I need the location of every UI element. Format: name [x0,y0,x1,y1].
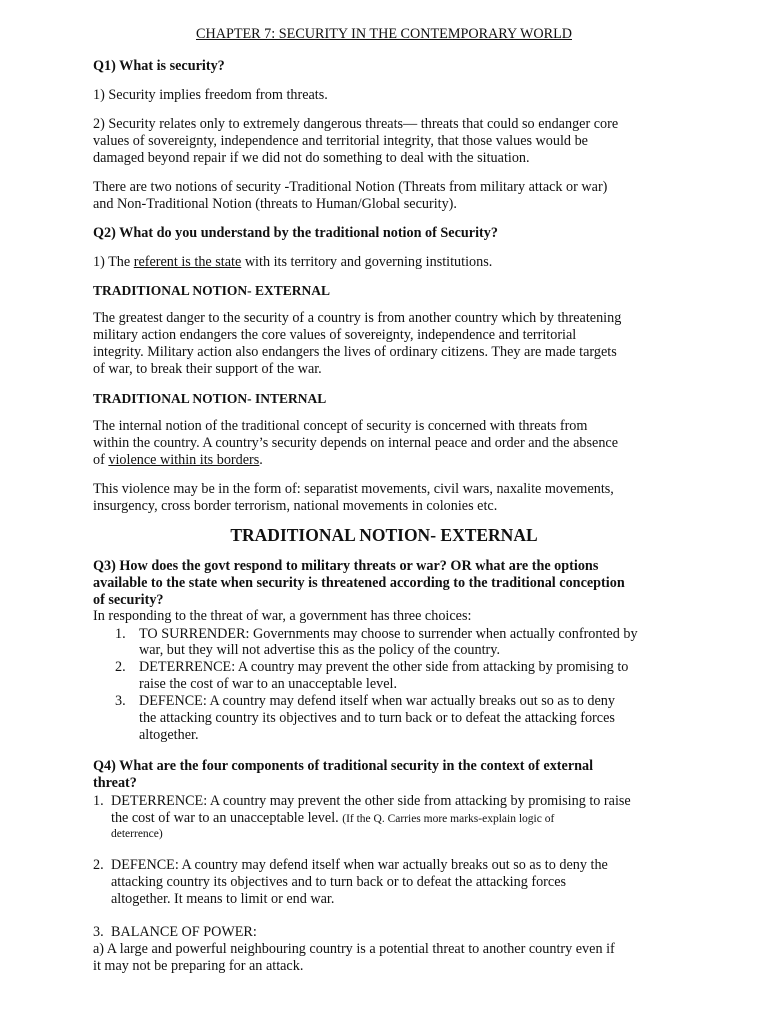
internal-last-underlined: violence within its borders [108,452,260,468]
q2-answer-prefix: 1) The [93,254,134,270]
q1-answer-2-line: 2) Security relates only to extremely dangerous threats— threats that could so endanger core [93,116,619,132]
q4-item-number: 3. [93,924,104,940]
q2-answer-1 [93,254,492,271]
q3-item-line: raise the cost of war to an unacceptable level. [139,676,398,692]
q3-item-number: 1. [115,626,126,642]
q3-question-line: Q3) How does the govt respond to military threats or war? OR what are the options [93,558,599,574]
q4-question-line: threat? [93,775,137,791]
external-line: integrity. Military action also endangers the lives of ordinary citizens. They are made targets [93,344,617,360]
internal-heading: TRADITIONAL NOTION- INTERNAL [93,391,327,406]
q4-item2-line: attacking country its objectives and to turn back or to defeat the attacking forces [111,874,567,890]
q1-question: Q1) What is security? [93,58,225,74]
internal-last-prefix: of [93,452,109,468]
q3-item-number: 3. [115,693,126,709]
q2-question: Q2) What do you understand by the traditional notion of Security? [93,225,498,241]
external-line: military action endangers the core values of sovereignty, independence and territorial [93,327,577,343]
q4-item3-line: it may not be preparing for an attack. [93,958,304,974]
q4-question-line: Q4) What are the four components of traditional security in the context of external [93,758,594,774]
q4-item-number: 1. [93,793,104,809]
q4-item1-note-end: deterrence) [111,828,163,840]
q1-answer-1: 1) Security implies freedom from threats. [93,87,328,103]
violence-forms-line: insurgency, cross border terrorism, national movements in colonies etc. [93,498,498,514]
q4-item1-line2 [111,810,554,828]
q4-item1-text: the cost of war to an unacceptable level. [111,810,339,826]
q3-item-number: 2. [115,659,126,675]
q4-item2-line: DEFENCE: A country may defend itself when war actually breaks out so as to deny the [111,857,608,873]
q3-item-line: war, but they will not advertise this as the policy of the country. [139,642,500,658]
q2-answer-suffix: with its territory and governing institutions. [241,254,493,270]
internal-line: within the country. A country’s security depends on internal peace and order and the absence [93,435,619,451]
q1-answer-2-line: values of sovereignty, independence and territorial integrity, that those values would be [93,133,588,149]
chapter-title: CHAPTER 7: SECURITY IN THE CONTEMPORARY WORLD [196,26,572,42]
q4-item3-line: a) A large and powerful neighbouring country is a potential threat to another country even if [93,941,615,957]
internal-line-last [93,452,263,469]
q3-item-line: TO SURRENDER: Governments may choose to surrender when actually confronted by [139,626,638,642]
external-line: The greatest danger to the security of a country is from another country which by threatening [93,310,622,326]
q3-item-line: DEFENCE: A country may defend itself when war actually breaks out so as to deny [139,693,615,709]
q3-question-line: available to the state when security is threatened according to the traditional conception [93,575,625,591]
q3-question-line: of security? [93,592,164,608]
q1-answer-2-line: damaged beyond repair if we did not do something to deal with the situation. [93,150,530,166]
q3-item-line: DETERRENCE: A country may prevent the other side from attacking by promising to [139,659,629,675]
external-line: of war, to break their support of the war. [93,361,322,377]
external-heading: TRADITIONAL NOTION- EXTERNAL [93,283,331,298]
q3-item-line: the attacking country its objectives and to turn back or to defeat the attacking forces [139,710,615,726]
q1-notions-line: and Non-Traditional Notion (threats to Human/Global security). [93,196,457,212]
q2-answer-underlined: referent is the state [133,254,242,270]
violence-forms-line: This violence may be in the form of: separatist movements, civil wars, naxalite movements, [93,481,614,497]
internal-last-suffix: . [259,452,263,468]
internal-line: The internal notion of the traditional concept of security is concerned with threats from [93,418,588,434]
section-heading: TRADITIONAL NOTION- EXTERNAL [230,525,538,545]
q3-item-line: altogether. [139,727,199,743]
q3-intro: In responding to the threat of war, a government has three choices: [93,608,472,624]
q1-notions-line: There are two notions of security -Traditional Notion (Threats from military attack or war) [93,179,608,195]
q4-item1-note: (If the Q. Carries more marks-explain logic of [342,813,555,825]
q4-item2-line: altogether. It means to limit or end war. [111,891,335,907]
q4-item-number: 2. [93,857,104,873]
q4-item1-line: DETERRENCE: A country may prevent the other side from attacking by promising to raise [111,793,631,809]
q4-item3-label: BALANCE OF POWER: [111,924,257,940]
